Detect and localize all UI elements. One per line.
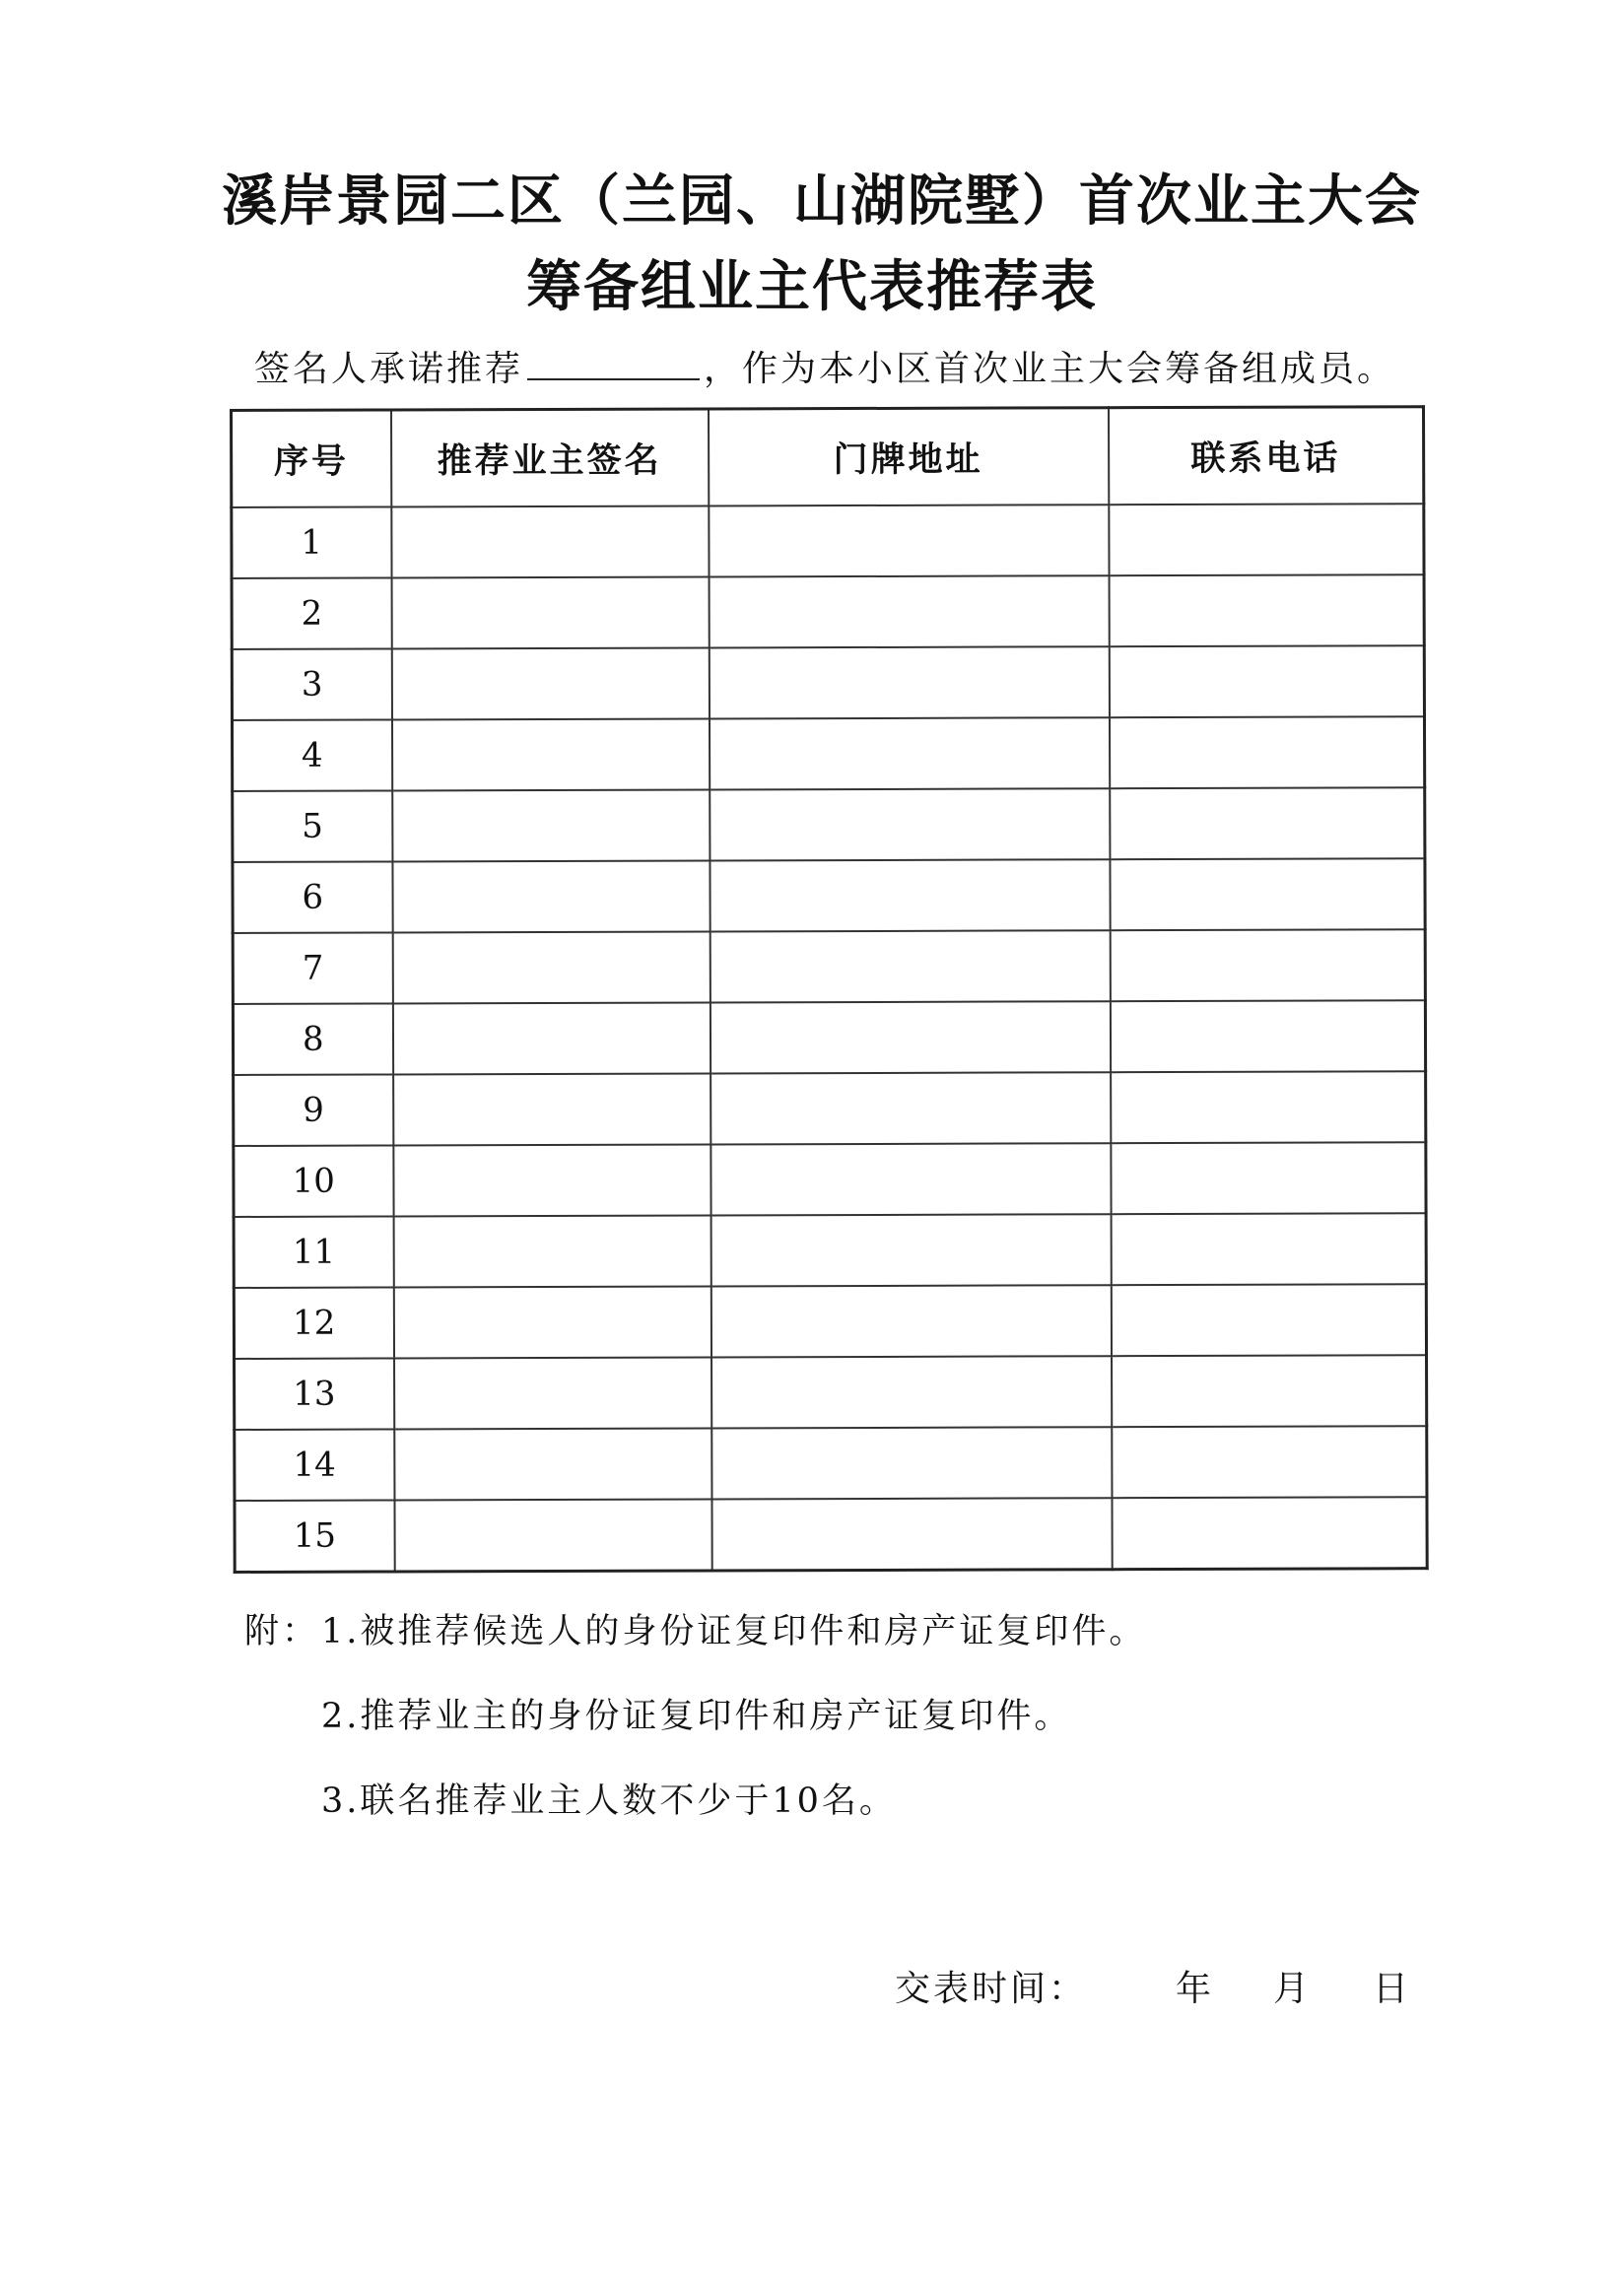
signature-cell[interactable] <box>394 1428 711 1500</box>
address-cell[interactable] <box>709 504 1109 576</box>
signature-cell[interactable] <box>392 931 710 1003</box>
row-serial-number: 10 <box>234 1145 393 1217</box>
phone-cell[interactable] <box>1111 1284 1426 1356</box>
table-row <box>233 1000 1425 1075</box>
signature-cell[interactable] <box>391 576 709 648</box>
table-row <box>234 1213 1426 1288</box>
recommended-person-blank[interactable] <box>527 349 700 380</box>
note-item-3 <box>321 1774 897 1823</box>
row-serial-number: 2 <box>232 577 391 649</box>
signature-cell[interactable] <box>393 1215 710 1287</box>
phone-cell[interactable] <box>1109 645 1424 717</box>
submission-label: 交表时间： <box>895 1969 1088 2009</box>
table-row <box>234 1142 1426 1217</box>
phone-cell[interactable] <box>1109 504 1424 575</box>
address-cell[interactable] <box>710 1285 1111 1357</box>
phone-cell[interactable] <box>1111 1142 1426 1214</box>
phone-cell[interactable] <box>1112 1355 1427 1427</box>
year-label: 年 <box>1176 1969 1215 2009</box>
row-serial-number: 13 <box>235 1358 394 1430</box>
address-cell[interactable] <box>711 1356 1112 1428</box>
address-cell[interactable] <box>709 646 1109 718</box>
commitment-statement <box>254 341 1395 391</box>
signature-cell[interactable] <box>394 1499 711 1572</box>
table-row <box>233 929 1425 1004</box>
notes-prefix: 附： <box>244 1612 320 1651</box>
address-cell[interactable] <box>710 930 1110 1002</box>
address-cell[interactable] <box>710 1214 1111 1286</box>
signature-cell[interactable] <box>394 1357 711 1429</box>
address-cell[interactable] <box>710 1001 1110 1073</box>
header-serial-number: 序号 <box>232 410 391 507</box>
address-cell[interactable] <box>709 717 1109 789</box>
address-cell[interactable] <box>709 575 1109 647</box>
submission-date-line <box>895 1961 1411 2011</box>
table-row <box>232 574 1424 649</box>
note-text-3: 3.联名推荐业主人数不少于10名。 <box>321 1782 897 1821</box>
phone-cell[interactable] <box>1111 1213 1426 1285</box>
signature-cell[interactable] <box>391 505 709 577</box>
document-title-line-1: 溪岸景园二区（兰园、山湖院墅）首次业主大会 <box>222 169 1422 234</box>
note-item-1 <box>244 1604 1146 1653</box>
row-serial-number: 4 <box>232 719 391 791</box>
document-title-line-2: 筹备组业主代表推荐表 <box>526 255 1098 319</box>
table-row <box>233 787 1425 862</box>
table-header-row <box>232 407 1424 507</box>
row-serial-number: 1 <box>232 506 391 578</box>
row-serial-number: 9 <box>234 1074 393 1146</box>
note-item-2 <box>321 1689 1071 1738</box>
row-serial-number: 3 <box>232 648 391 720</box>
phone-cell[interactable] <box>1110 858 1425 930</box>
address-cell[interactable] <box>710 1143 1111 1215</box>
day-label: 日 <box>1373 1969 1412 2009</box>
commitment-suffix: ，作为本小区首次业主大会筹备组成员。 <box>704 349 1396 389</box>
commitment-prefix: 签名人承诺推荐 <box>254 349 524 389</box>
address-cell[interactable] <box>710 788 1110 860</box>
phone-cell[interactable] <box>1110 929 1425 1001</box>
signature-cell[interactable] <box>391 647 709 719</box>
header-house-address: 门牌地址 <box>709 408 1109 506</box>
row-serial-number: 14 <box>235 1429 394 1501</box>
phone-cell[interactable] <box>1109 574 1424 646</box>
signature-cell[interactable] <box>391 718 709 790</box>
signature-cell[interactable] <box>393 1286 710 1358</box>
phone-cell[interactable] <box>1112 1426 1427 1498</box>
row-serial-number: 6 <box>233 861 392 933</box>
table-row <box>232 645 1424 720</box>
table-row <box>233 858 1425 933</box>
row-serial-number: 15 <box>235 1500 394 1572</box>
table-row <box>235 1497 1427 1572</box>
phone-cell[interactable] <box>1110 787 1425 859</box>
note-text-2: 2.推荐业主的身份证复印件和房产证复印件。 <box>321 1697 1072 1736</box>
month-label: 月 <box>1273 1969 1313 2009</box>
table-row <box>235 1355 1427 1430</box>
table-body <box>232 504 1427 1572</box>
header-contact-phone: 联系电话 <box>1109 407 1424 505</box>
recommendation-table <box>230 405 1429 1574</box>
phone-cell[interactable] <box>1111 1071 1426 1143</box>
address-cell[interactable] <box>711 1498 1112 1571</box>
address-cell[interactable] <box>710 859 1110 931</box>
phone-cell[interactable] <box>1110 1000 1425 1072</box>
table-row <box>232 716 1424 791</box>
signature-cell[interactable] <box>393 1073 710 1145</box>
row-serial-number: 12 <box>234 1287 393 1359</box>
row-serial-number: 8 <box>233 1003 392 1075</box>
row-serial-number: 7 <box>233 932 392 1004</box>
table-row <box>234 1071 1426 1146</box>
row-serial-number: 5 <box>233 790 392 862</box>
row-serial-number: 11 <box>234 1216 393 1288</box>
table-row <box>232 504 1424 578</box>
phone-cell[interactable] <box>1112 1497 1427 1570</box>
phone-cell[interactable] <box>1109 716 1424 788</box>
signature-cell[interactable] <box>392 1002 710 1074</box>
address-cell[interactable] <box>711 1427 1112 1499</box>
signature-cell[interactable] <box>393 1144 710 1216</box>
note-text-1: 1.被推荐候选人的身份证复印件和房产证复印件。 <box>321 1612 1147 1651</box>
table-row <box>234 1284 1426 1359</box>
header-owner-signature: 推荐业主签名 <box>391 409 709 507</box>
signature-cell[interactable] <box>392 789 710 861</box>
signature-cell[interactable] <box>392 860 710 932</box>
address-cell[interactable] <box>710 1072 1111 1144</box>
table-row <box>235 1426 1427 1501</box>
